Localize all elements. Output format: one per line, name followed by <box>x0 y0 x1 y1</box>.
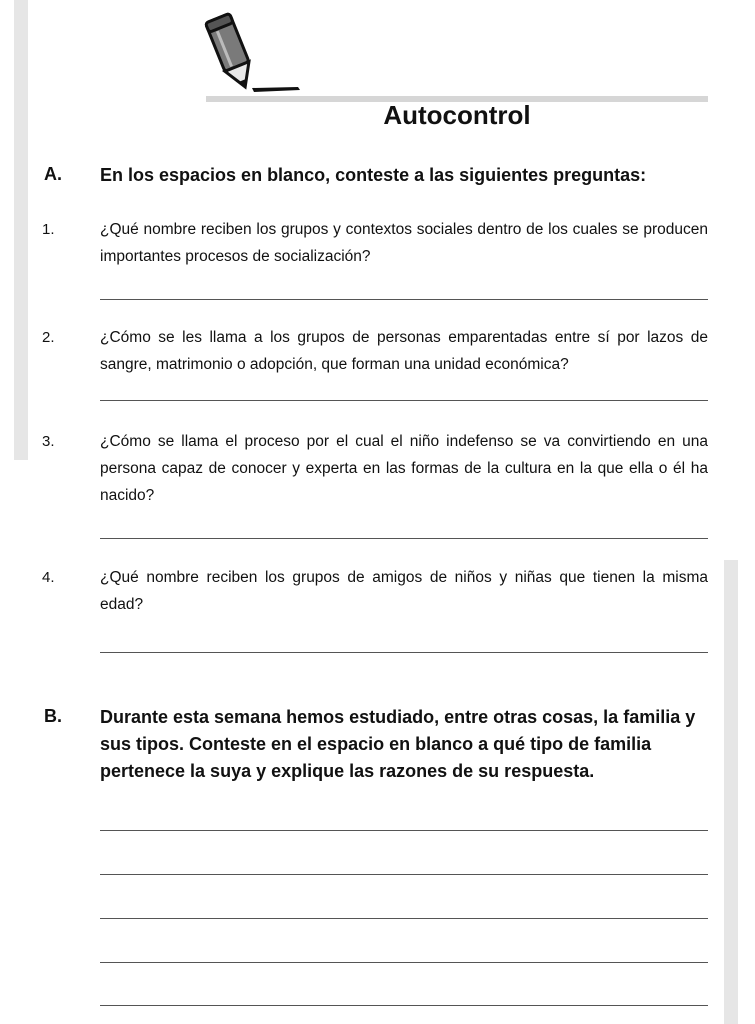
section-b-answer-line[interactable] <box>100 1005 708 1006</box>
section-b-answer-line[interactable] <box>100 874 708 875</box>
section-a-instruction: En los espacios en blanco, conteste a las siguientes preguntas: <box>100 165 647 185</box>
page-title: Autocontrol <box>383 100 531 130</box>
question-3-text: ¿Cómo se llama el proceso por el cual el niño indefenso se va convirtiendo en una persona capaz de conocer y experta en las formas de la cultura en la que ella o él ha nacido? <box>100 433 708 504</box>
page-edge-bar-left <box>14 0 28 460</box>
section-b-answer-line[interactable] <box>100 962 708 963</box>
question-1-number: 1. <box>42 221 55 238</box>
question-4-number: 4. <box>42 569 55 586</box>
page-edge-bar-right <box>724 560 738 1024</box>
answer-line-3[interactable] <box>100 538 708 539</box>
section-a-letter: A. <box>44 164 62 184</box>
section-b-answer-line[interactable] <box>100 830 708 831</box>
section-b-letter: B. <box>44 706 62 726</box>
question-2-text: ¿Cómo se les llama a los grupos de personas emparentadas entre sí por lazos de sangre, matrimonio o adopción, que forman una unidad económica? <box>100 329 708 373</box>
question-3-number: 3. <box>42 433 55 450</box>
section-b-instruction: Durante esta semana hemos estudiado, entre otras cosas, la familia y sus tipos. Conteste en el espacio en blanco a qué tipo de familia pertenece la suya y explique las razones de su respuesta. <box>100 707 696 781</box>
question-2-number: 2. <box>42 329 55 346</box>
section-b-answer-line[interactable] <box>100 918 708 919</box>
pencil-icon <box>200 12 310 96</box>
answer-line-4[interactable] <box>100 652 708 653</box>
answer-line-2[interactable] <box>100 400 708 401</box>
question-1-text: ¿Qué nombre reciben los grupos y contextos sociales dentro de los cuales se producen importantes procesos de socialización? <box>100 221 708 265</box>
answer-line-1[interactable] <box>100 299 708 300</box>
question-4-text: ¿Qué nombre reciben los grupos de amigos de niños y niñas que tienen la misma edad? <box>100 569 708 613</box>
